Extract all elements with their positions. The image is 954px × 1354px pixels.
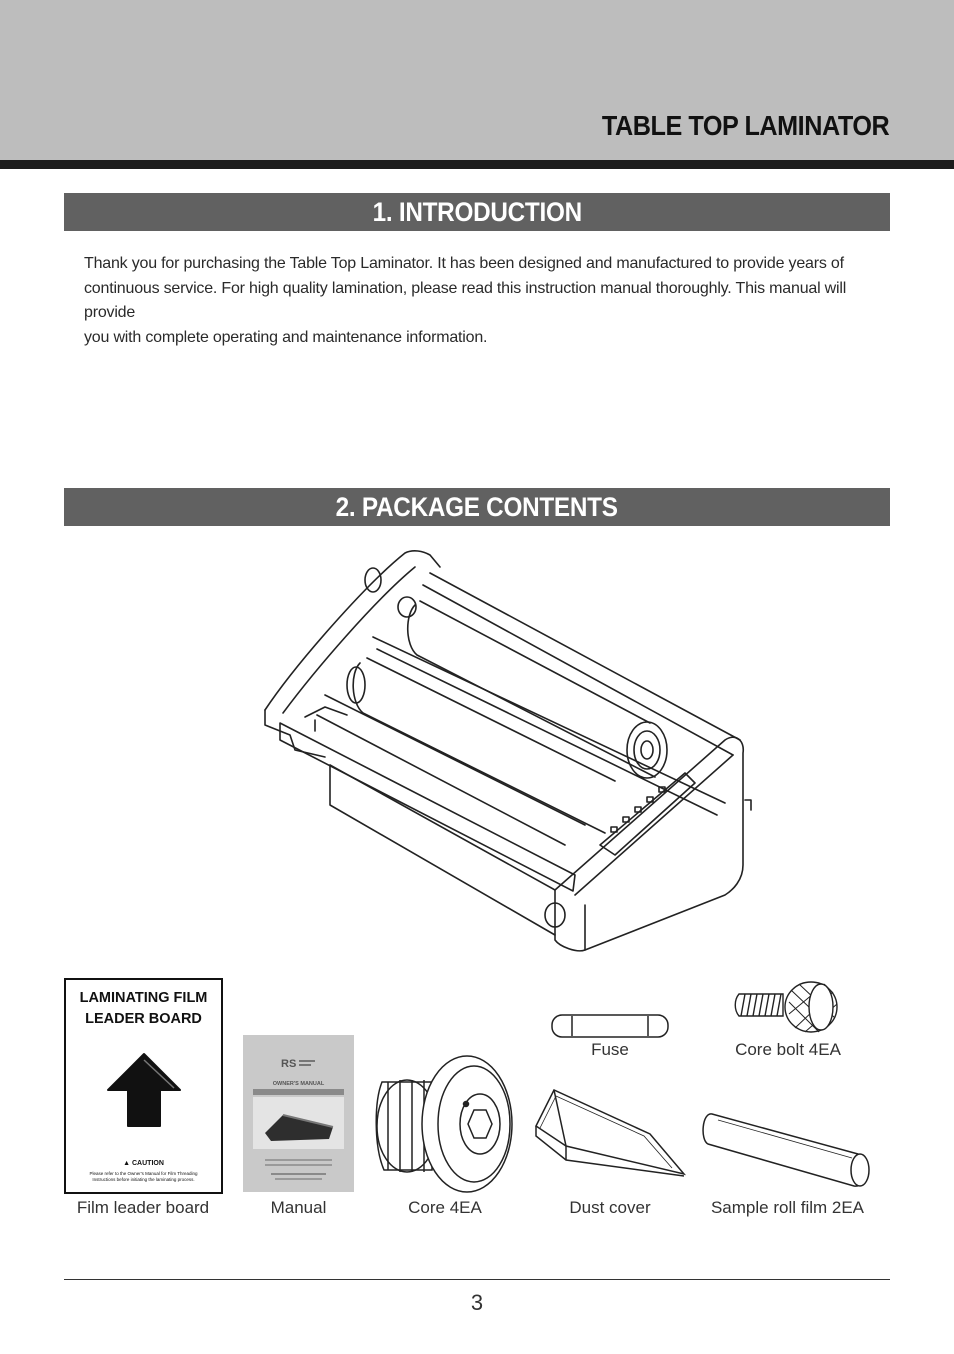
caption-manual: Manual	[270, 1198, 327, 1217]
leader-board-note-line: Please refer to the Owner's Manual for Film Threading	[89, 1171, 198, 1176]
manual-cover-text-line	[275, 1178, 322, 1180]
caption-core: Core 4EA	[408, 1198, 482, 1217]
caption-dust-cover: Dust cover	[569, 1198, 651, 1217]
manual-image	[243, 1035, 354, 1192]
leader-board-title-line: LAMINATING FILM	[79, 990, 208, 1006]
laminator-thumbnail-icon	[253, 1097, 344, 1149]
manual-cover-bar	[253, 1089, 344, 1095]
caption-fuse: Fuse	[591, 1040, 629, 1059]
fuse-illustration	[550, 1012, 670, 1040]
core-bolt-illustration	[733, 980, 843, 1038]
document-title: TABLE TOP LAMINATOR	[601, 110, 889, 141]
manual-cover-text-line	[265, 1159, 332, 1161]
package-contents-heading-text: 2. PACKAGE CONTENTS	[335, 492, 619, 522]
page-number: 3	[470, 1290, 484, 1315]
leader-board-note	[72, 1171, 215, 1183]
sample-roll-illustration	[702, 1108, 874, 1192]
introduction-heading-text: 1. INTRODUCTION	[372, 197, 582, 227]
manual-cover-text-line	[271, 1173, 326, 1175]
header-rule	[0, 160, 954, 169]
core-illustration	[372, 1052, 520, 1194]
leader-board-note-line: Instructions before initiating the laminating process.	[92, 1177, 195, 1182]
caution-text: CAUTION	[132, 1160, 164, 1167]
up-arrow-icon	[104, 1050, 184, 1130]
brand-logo-icon	[279, 1055, 319, 1071]
intro-line: you with complete operating and maintenance information.	[84, 328, 488, 346]
manual-cover-photo	[253, 1097, 344, 1149]
caption-film-leader-board: Film leader board	[76, 1198, 210, 1217]
film-leader-board-image	[64, 978, 223, 1194]
caption-core-bolt: Core bolt 4EA	[735, 1040, 841, 1059]
intro-line: Thank you for purchasing the Table Top Laminator. It has been designed and manufactured to provide years of	[84, 255, 844, 272]
section-heading-introduction	[64, 193, 890, 231]
dust-cover-illustration	[532, 1086, 690, 1182]
footer-rule	[64, 1279, 890, 1280]
manual-cover-title: OWNER'S MANUAL	[272, 1081, 325, 1087]
intro-line: continuous service. For high quality lamination, please read this instruction manual thoroughly. This manual will provide	[84, 279, 847, 321]
leader-board-title-line: LEADER BOARD	[85, 1011, 202, 1027]
introduction-paragraph	[84, 252, 884, 350]
caution-label	[66, 1160, 221, 1167]
leader-board-title	[66, 988, 221, 1030]
manual-cover-text-line	[265, 1164, 332, 1166]
caption-sample-roll-film: Sample roll film 2EA	[710, 1198, 865, 1217]
warning-icon: ▲	[123, 1160, 131, 1167]
svg-text:RS: RS	[281, 1058, 297, 1070]
section-heading-package-contents	[64, 488, 890, 526]
laminator-illustration	[255, 545, 755, 960]
